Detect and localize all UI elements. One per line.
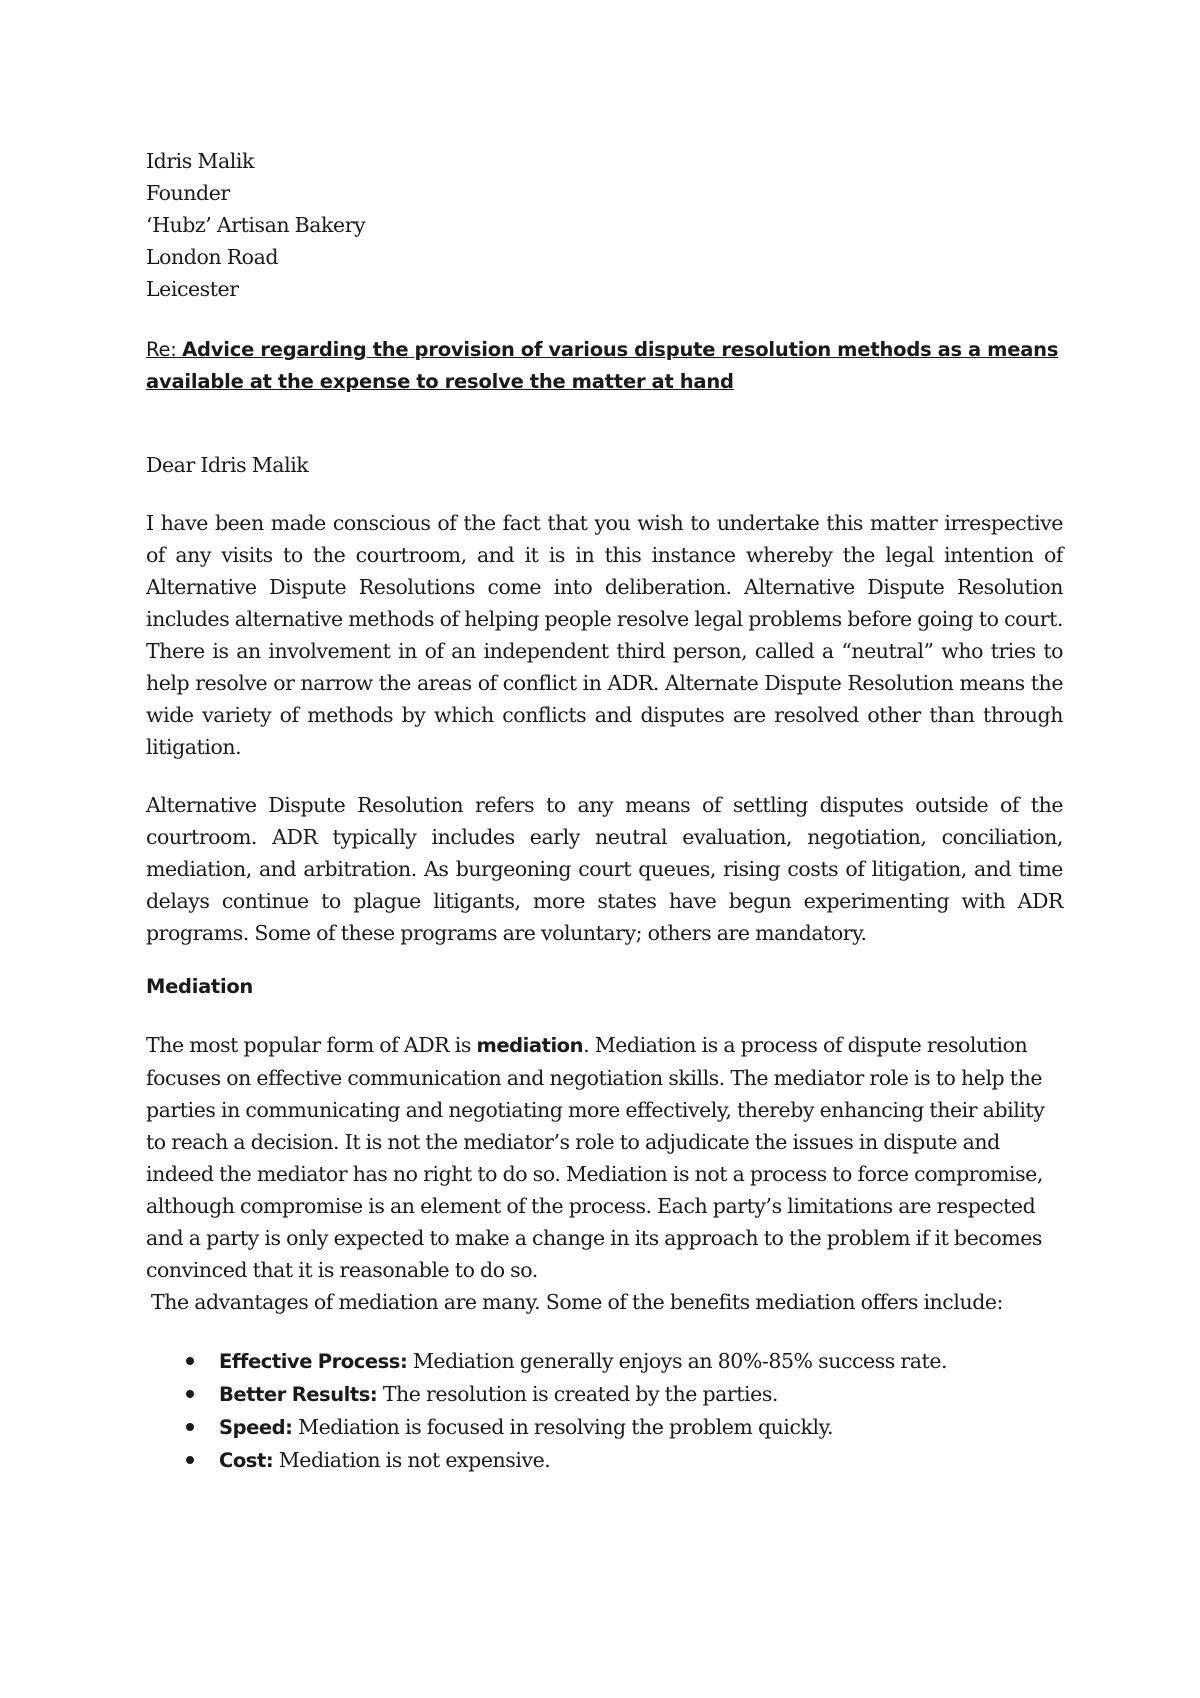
bullet-icon <box>186 1390 194 1398</box>
recipient-name: Idris Malik <box>146 149 254 173</box>
recipient-company: ‘Hubz’ Artisan Bakery <box>146 213 366 237</box>
mediation-paragraph <box>146 1029 1063 1286</box>
benefits-intro: The advantages of mediation are many. Some of the benefits mediation offers include: <box>151 1290 1004 1314</box>
bullet-icon <box>186 1357 194 1365</box>
benefit-label: Speed: <box>219 1416 293 1439</box>
recipient-title: Founder <box>146 181 230 205</box>
benefit-text: The resolution is created by the parties. <box>377 1382 778 1406</box>
body-paragraph: I have been made conscious of the fact that you wish to undertake this matter irrespective of any visits to the courtroom, and it is in this instance whereby the legal intention of Alternative Dispute Resolutions come into deliberation. Alternative Dispute Resolution includes alternative methods of helping people resolve legal problems before going to court. There is an involvement in of an independent third person, called a “neutral” who tries to help resolve or narrow the areas of conflict in ADR. Alternate Dispute Resolution means the wide variety of methods by which conflicts and disputes are resolved other than through litigation. <box>146 511 1063 759</box>
benefit-text: Mediation is not expensive. <box>273 1448 551 1472</box>
mediation-text-start: The most popular form of ADR is <box>146 1033 477 1057</box>
letter-page <box>146 145 1063 1477</box>
recipient-city: Leicester <box>146 277 239 301</box>
recipient-street: London Road <box>146 245 279 269</box>
salutation: Dear Idris Malik <box>146 453 309 477</box>
list-item <box>146 1345 1063 1378</box>
benefit-label: Effective Process: <box>219 1350 408 1373</box>
mediation-text-rest: . Mediation is a process of dispute resolution focuses on effective communication and negotiation skills. The mediator role is to help the parties in communicating and negotiating more effectively, thereby enhancing their ability to reach a decision. It is not the mediator’s role to adjudicate the issues in dispute and indeed the mediator has no right to do so. Mediation is not a process to force compromise, although compromise is an element of the process. Each party’s limitations are respected and a party is only expected to make a change in its approach to the problem if it becomes convinced that it is reasonable to do so. <box>146 1033 1045 1282</box>
list-item <box>146 1411 1063 1444</box>
bullet-icon <box>186 1456 194 1464</box>
body-paragraph: Alternative Dispute Resolution refers to any means of settling disputes outside of the courtroom. ADR typically includes early neutral evaluation, negotiation, conciliation, mediation, and arbitration. As burgeoning court queues, rising costs of litigation, and time delays continue to plague litigants, more states have begun experimenting with ADR programs. Some of these programs are voluntary; others are mandatory. <box>146 793 1063 945</box>
bullet-icon <box>186 1423 194 1431</box>
list-item <box>146 1378 1063 1411</box>
benefit-text: Mediation is focused in resolving the problem quickly. <box>292 1415 834 1439</box>
mediation-term: mediation <box>476 1034 584 1057</box>
subject-prefix: Re: <box>146 338 177 361</box>
subject-line <box>146 334 1063 398</box>
list-item <box>146 1444 1063 1477</box>
benefit-text: Mediation generally enjoys an 80%-85% success rate. <box>407 1349 948 1373</box>
section-heading-mediation: Mediation <box>146 975 254 998</box>
recipient-address-block <box>146 145 1063 305</box>
benefit-label: Cost: <box>219 1449 274 1472</box>
subject-text: Advice regarding the provision of various dispute resolution methods as a means available at the expense to resolve the matter at hand <box>146 338 1059 393</box>
benefits-list <box>146 1345 1063 1477</box>
benefit-label: Better Results: <box>219 1383 378 1406</box>
